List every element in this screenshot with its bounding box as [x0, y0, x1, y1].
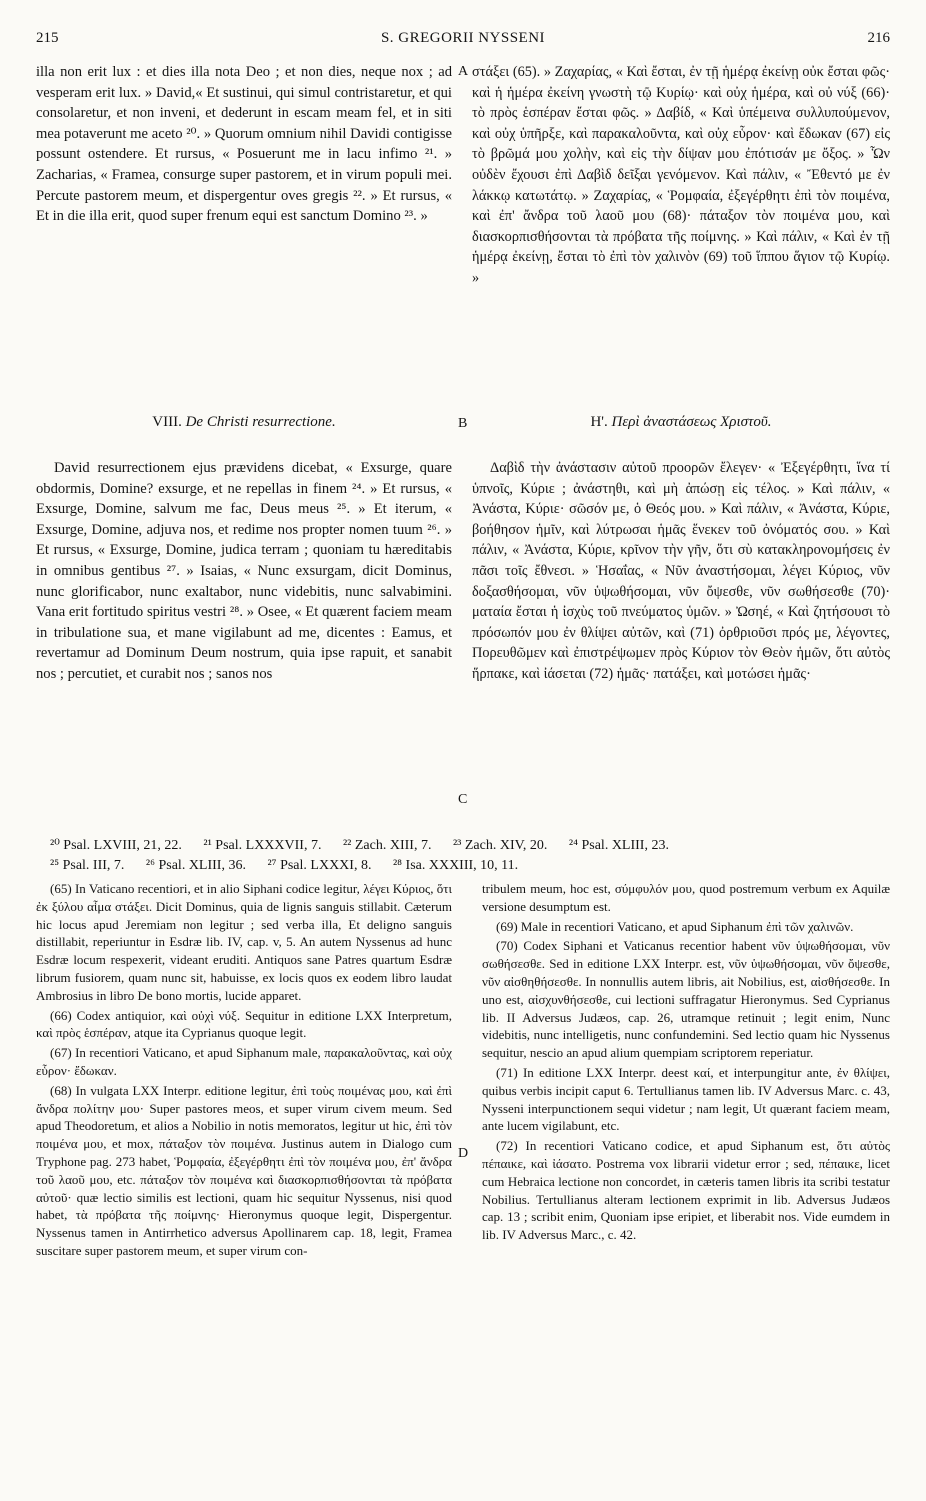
page-number-left: 215 [36, 30, 59, 46]
reference-item: ²² Zach. XIII, 7. [342, 838, 432, 853]
reference-item: ²⁴ Psal. XLIII, 23. [568, 838, 669, 853]
note-65: (65) In Vaticano recentiori, et in alio Siphani codice legitur, λέγει Κύριος, ὅτι ἐκ ξύλου αἷμα στάξει. Dicit Dominus, quia de lignis sanguis stillabit. Cæterum hic locus apud Jeremiam non legitur ; sed verba illa, Et deligno sanguis distillabit, reperiuntur in Esdræ lib. IV, cap. v, 5. An autem Nyssenus ad hunc Esdræ locum respexerit, videant eruditi. Antiquos sane Patres quartum Esdræ librum fusiorem, quam nunc sit, habuisse, ex locis quos ex eodem libro laudat Ambrosius in libro De bono mortis, lucide apparet. [36, 881, 452, 1003]
notes-left-column [36, 880, 452, 1262]
margin-marker-c: C [458, 792, 468, 807]
reference-item: ²⁶ Psal. XLIII, 36. [145, 858, 246, 873]
greek-top-paragraph: στάξει (65). » Ζαχαρίας, « Καὶ ἔσται, ἐν τῇ ἡμέρᾳ ἐκείνῃ οὐκ ἔσται φῶς· καὶ ἡ ἡμέρα ἐκείνη γνωστὴ τῷ Κυρίῳ· καὶ οὐχ ἡμέρα, καὶ οὐ νύξ (66)· τὸ πρὸς ἑσπέραν ἔσται φῶς. » Δαβίδ, « Καὶ ὑπέμεινα συλλυπούμενον, καὶ οὐχ ὑπῆρξε, καὶ παρακαλοῦντα, καὶ οὐχ εὗρον· καὶ ἔδωκαν (67) εἰς τὸ βρῶμά μου χολὴν, καὶ εἰς τὴν δίψαν μου ἐπότισάν με ὄξος. » Ὧν οὐδὲν ἔχουσι ἐπὶ Δαβὶδ δεῖξαι γενόμενον. Καὶ πάλιν, « Ἔθεντό με ἐν λάκκῳ κατωτάτῳ. » Ζαχαρίας, « Ῥομφαία, ἐξεγέρθητι ἐπὶ τὸν ποιμένα, καὶ ἐπ' ἄνδρα τοῦ λαοῦ μου (68)· πάταξον τὸν ποιμένα μου, καὶ διασκορπισθήσονται τὰ πρόβατα τῆς ποίμνης. » Καὶ πάλιν, « Καὶ ἐν τῇ ἡμέρᾳ ἐκείνῃ, ἔσται τὸ ἐπὶ τὸν χαλινὸν (69) τοῦ ἵππου ἅγιον τῷ Κυρίῳ. » [472, 64, 890, 286]
notes-right-column [482, 880, 890, 1246]
latin-section-number: VIII. [152, 414, 182, 430]
note-68: (68) In vulgata LXX Interpr. editione legitur, ἐπὶ τοὺς ποιμένας μου, καὶ ἐπὶ ἄνδρα πολίτην μου· Super pastores meos, et super virum civem meum. Sed apud Theodoretum, et alios a Nobilio in notis memoratos, legitur ut hic, ἐπὶ τὸν ποιμένα μου, et mox, πάταξον τὸν ποιμένα. Justinus autem in Dialogo cum Tryphone pag. 273 habet, Ῥομφαία, ἐξεγέρθητι ἐπὶ τὸν ποιμένα μου, ἐπ' ἄνδρα τοῦ λαοῦ μου, etc. πάταξον τὸν ποιμένα καὶ διασκορπισθήσονται τὰ πρόβατα αὐτοῦ· quæ lectio similis est lectioni, quam hic sequitur Nyssenus, nisi quod habet, τὰ πρόβατα τῆς ποίμνης· Hieronymus quoque legit, Dispergentur. Nyssenus tamen in Antirrhetico adversus Apollinarem cap. 18, legit, Framea suscitare super pastorem meum, et super virum con- [36, 1082, 452, 1258]
reference-item: ²⁵ Psal. III, 7. [50, 858, 125, 873]
note-72: (72) In recentiori Vaticano codice, et apud Siphanum est, ὅτι αὐτὸς πέπαικε, καὶ ἰάσατο. Postrema vox librarii videtur error ; sed, πέπαικε, licet cum Hebraica lectione non concordet, in cæteris tamen libris ita scribi testatur Nobilius. Tertullianus alteram lectionem exprimit in lib. Adversus Judæos cap. 13 ; scribit enim, Quoniam ipse eripiet, et liberabit nos. Vide eumdem in lib. IV Adversus Marc., c. 42. [482, 1138, 890, 1243]
latin-section-heading [36, 414, 452, 431]
running-title: S. GREGORII NYSSENI [380, 30, 546, 46]
greek-section-heading [472, 414, 890, 431]
latin-body-paragraph: David resurrectionem ejus prævidens dicebat, « Exsurge, quare obdormis, Domine? exsurge, et ne repellas in finem ²⁴. » Et rursus, « Exsurge, Domine, salvum me fac, Deus meus ²⁵. » Et iterum, « Exsurge, Domine, adjuva nos, et redime nos propter nomen tuum ²⁶. » Et rursus, « Exsurge, Domine, judica terram ; quoniam tu hæreditabis in omnibus gentibus ²⁷. » Isaias, « Nunc exsurgam, dicit Dominus, nunc glorificabor, nunc exaltabor, nunc videbitis, nunc salvabimini. Vana erit fortitudo spiritus vestri ²⁸. » Osee, « Et quærent faciem meam in tribulatione sua, et mane vigilabunt ad me, dicentes : Eamus, et revertamur ad Dominum Deum nostrum, quia ipse rapuit, et sanabit nos ; percutiet, et curabit nos ; sanos nos [36, 460, 452, 682]
latin-section-title: De Christi resurrectione. [185, 414, 336, 430]
note-66: (66) Codex antiquior, καὶ οὐχὶ νύξ. Sequitur in editione LXX Interpretum, καὶ πρὸς ἑσπέραν, atque ita Cyprianus quoque legit. [36, 1007, 452, 1041]
page-header [36, 30, 890, 52]
margin-marker-b: B [458, 416, 468, 431]
reference-item: ²³ Zach. XIV, 20. [452, 838, 548, 853]
reference-item: ²⁸ Isa. XXXIII, 10, 11. [392, 858, 519, 873]
reference-row-1 [50, 836, 896, 856]
note-68-continued: tribulem meum, hoc est, σύμφυλόν μου, quod postremum verbum ex Aquilæ versione desumptum est. [482, 881, 890, 914]
note-69: (69) Male in recentiori Vaticano, et apud Siphanum ἐπὶ τῶν χαλινῶν. [496, 918, 854, 934]
greek-body-text [472, 458, 890, 685]
greek-section-title: Περὶ ἀναστάσεως Χριστοῦ. [611, 414, 772, 430]
latin-top-paragraph: illa non erit lux : et dies illa nota Deo ; et non dies, neque nox ; ad vesperam erit lux. » David,« Et sustinui, qui simul contristaretur, et qui consolaretur, et non inveni, et dederunt in escam meam fel, et in siti mea potaverunt me aceto ²⁰. » Quorum omnium nihil Davidi contigisse possunt ostendere. Et rursus, « Posuerunt me in lacu infimo ²¹. » Zacharias, « Framea, consurge super pastorem, et in virum populi mei. Percute pastorem meum, et dispergentur oves gregis ²². » Et rursus, « Et in die illa erit, quod super frenum equi est sanctum Domino ²³. » [36, 64, 452, 225]
page-number-right: 216 [867, 30, 890, 46]
greek-body-paragraph: Δαβὶδ τὴν ἀνάστασιν αὐτοῦ προορῶν ἔλεγεν· « Ἐξεγέρθητι, ἵνα τί ὑπνοῖς, Κύριε ; ἀνάστηθι, καὶ μὴ ἀπώσῃ εἰς τέλος. » Καὶ πάλιν, « Ἀνάστα, Κύριε· σῶσόν με, ὁ Θεός μου. » Καὶ πάλιν, « Ἀνάστα, Κύριε, βοήθησον ἡμῖν, καὶ λύτρωσαι ἡμᾶς ἕνεκεν τοῦ ὀνόματός σου. » Καὶ πάλιν, « Ἀνάστα, Κύριε, κρῖνον τὴν γῆν, ὅτι σὺ κατακληρονομήσεις ἐν πᾶσι τοῖς ἔθνεσι. » Ἡσαΐας, « Νῦν ἀναστήσομαι, λέγει Κύριος, νῦν δοξασθήσομαι, νῦν ὑψωθήσομαι, νῦν ὄψεσθε, νῦν σωθήσεσθε (70)· ματαία ἔσται ἡ ἰσχὺς τοῦ πνεύματος ὑμῶν. » Ὠσηέ, « Καὶ ζητήσουσι τὸ πρόσωπόν μου ἐν θλίψει αὐτῶν, καὶ (71) ὀρθριοῦσι πρός με, λέγοντες, Πορευθῶμεν καὶ ἐπιστρέψωμεν πρὸς Κύριον τὸν Θεὸν ἡμῶν, ὅτι αὐτὸς ἥρπακε, καὶ ἰάσεται (72) ἡμᾶς· πατάξει, καὶ μοτώσει ἡμᾶς· [472, 460, 890, 682]
reference-row-2 [50, 856, 896, 876]
reference-item: ²¹ Psal. LXXXVII, 7. [203, 838, 322, 853]
scripture-references [50, 836, 896, 876]
reference-item: ²⁷ Psal. LXXXI, 8. [267, 858, 372, 873]
margin-marker-a: A [458, 64, 469, 79]
note-67: (67) In recentiori Vaticano, et apud Siphanum male, παρακαλοῦντας, καὶ οὐχ εὗρον· ἔδωκαν. [36, 1045, 452, 1078]
note-71: (71) In editione LXX Interpr. deest καί, et interpungitur ante, ἐν θλίψει, quibus verbis incipit caput 6. Tertullianus tamen lib. IV Adversus Marc. c. 43, Nysseni interpunctionem sequi videtur ; nam legit, Ut quærant faciem meam, ante lucem vigilabunt, etc. [482, 1064, 890, 1134]
reference-item: ²⁰ Psal. LXVIII, 21, 22. [50, 838, 182, 853]
latin-body-text [36, 458, 452, 685]
note-70: (70) Codex Siphani et Vaticanus recentior habent νῦν ὑψωθήσομαι, νῦν σωθήσεσθε. Sed in editione LXX Interpr. est, νῦν ὑψωθήσομαι, νῦν ὄψεσθε, νῦν αἰσθηθήσεσθε. In nonnullis autem libris, ait Nobilius, est, αἰσθήσεσθε. In uno est, αἰσχυνθήσεσθε, cui lectioni suffragatur Hieronymus. Sed Cyprianus lib. II Adversus Judæos, cap. 26, utramque retinuit ; legit enim, Nunc videbitis, nunc intelligetis, nunc confundemini. Sed lectio quam hic Nyssenus sequitur, nescio an apud alium quempiam scriptorem reperiatur. [482, 938, 890, 1061]
margin-marker-d: D [458, 1146, 469, 1161]
latin-top-text [36, 62, 452, 227]
greek-section-number: Η'. [590, 414, 608, 430]
greek-top-text [472, 62, 890, 289]
